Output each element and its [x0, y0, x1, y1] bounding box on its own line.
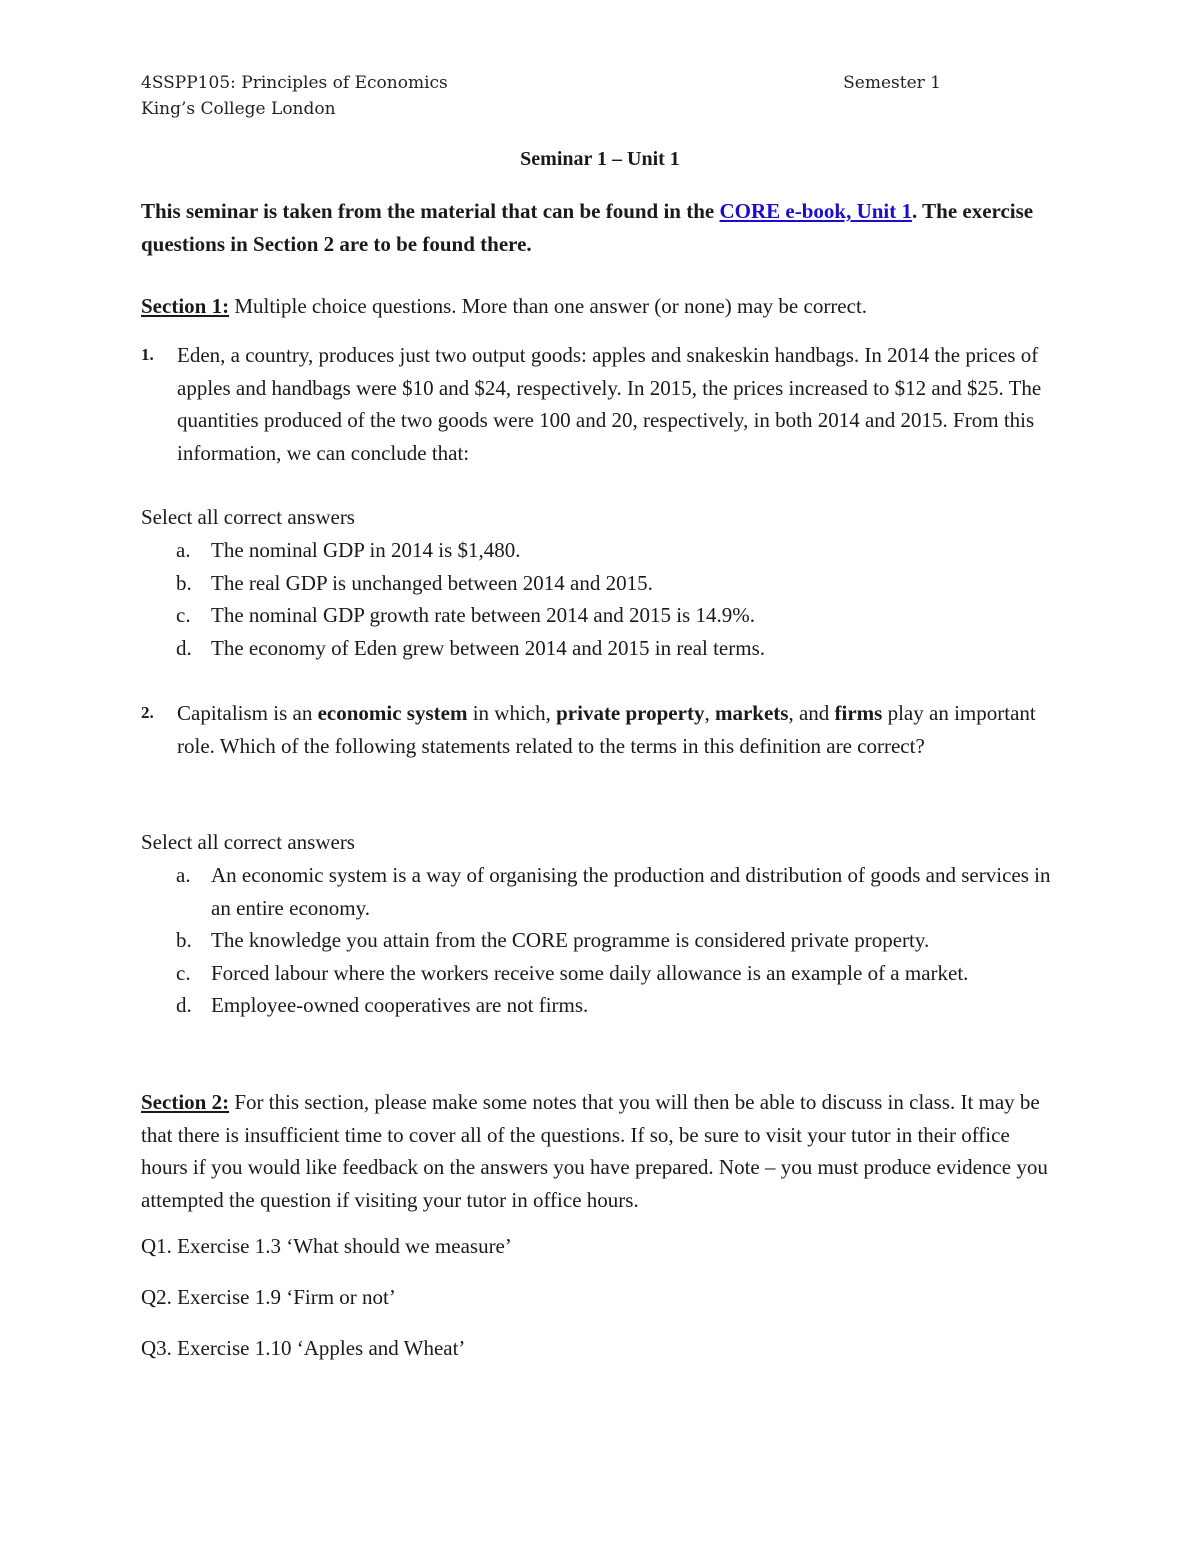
option-letter: d.: [176, 993, 192, 1017]
text-part: Capitalism is an: [177, 701, 318, 725]
answer-option: [176, 989, 1066, 1022]
section2-text: For this section, please make some notes that you will then be able to discuss in class. It may be that there is insufficient time to cover all of the questions. If so, be sure to visit your tutor in their office hours if you would like feedback on the answers you have prepared. Note – you must produce evidence you attempted the question if visiting your tutor in office hours.: [141, 1090, 1048, 1212]
course-code: 4SSPP105: Principles of Economics: [141, 73, 448, 93]
option-letter: c.: [176, 603, 191, 627]
select-instruction: Select all correct answers: [141, 830, 355, 854]
answer-option: [176, 859, 1066, 924]
section2-paragraph: [141, 1086, 1061, 1216]
intro-text-before: This seminar is taken from the material that can be found in the: [141, 199, 720, 223]
term-economic-system: economic system: [317, 701, 468, 725]
exercise-question: Q1. Exercise 1.3 ‘What should we measure’: [141, 1234, 512, 1258]
answer-option: [176, 924, 1066, 957]
option-letter: d.: [176, 635, 192, 660]
option-text: The knowledge you attain from the CORE programme is considered private property.: [211, 928, 930, 952]
page-header: [141, 70, 941, 122]
exercise-question: Q2. Exercise 1.9 ‘Firm or not’: [141, 1285, 396, 1309]
page-title: Seminar 1 – Unit 1: [520, 148, 680, 170]
term-firms: firms: [834, 701, 883, 725]
section1-text: Multiple choice questions. More than one answer (or none) may be correct.: [229, 294, 868, 318]
option-letter: a.: [176, 863, 191, 887]
select-instruction: Select all correct answers: [141, 505, 355, 529]
question-2: [141, 697, 1066, 762]
intro-paragraph: [141, 195, 1061, 260]
text-part: in which,: [467, 701, 557, 725]
semester-label: Semester 1: [843, 73, 941, 93]
option-letter: a.: [176, 538, 191, 562]
answer-option: [176, 567, 1066, 600]
section1-label: Section 1:: [141, 294, 230, 318]
section1-heading: [141, 290, 1061, 323]
option-text: The nominal GDP growth rate between 2014 and 2015 is 14.9%.: [211, 603, 755, 627]
question-number: 1.: [141, 345, 154, 364]
core-ebook-link[interactable]: CORE e-book, Unit 1: [719, 199, 913, 223]
answer-option: [176, 632, 1066, 665]
option-text: The real GDP is unchanged between 2014 and 2015.: [211, 570, 653, 595]
answer-options-q1: [176, 534, 1066, 664]
answer-options-q2: [176, 859, 1066, 1022]
option-text: Employee-owned cooperatives are not firms.: [211, 993, 589, 1017]
option-text: Forced labour where the workers receive some daily allowance is an example of a market.: [211, 960, 969, 985]
answer-option: [176, 534, 1066, 567]
question-1: [141, 339, 1066, 469]
term-private-property: private property: [556, 701, 705, 725]
option-text: An economic system is a way of organising the production and distribution of goods and services in an entire economy.: [211, 863, 1051, 920]
text-part: play an important role. Which of the following statements related to the terms in this definition are correct?: [177, 701, 1036, 758]
intro-text-after: . The exercise questions in Section 2 are to be found there.: [141, 199, 1034, 256]
exercise-question: Q3. Exercise 1.10 ‘Apples and Wheat’: [141, 1336, 466, 1360]
section2-label: Section 2:: [141, 1090, 230, 1114]
option-letter: b.: [176, 928, 192, 952]
question-text: [177, 697, 1066, 762]
answer-option: [176, 957, 1066, 990]
option-letter: c.: [176, 960, 191, 985]
option-text: The nominal GDP in 2014 is $1,480.: [211, 538, 521, 562]
answer-option: [176, 599, 1066, 632]
option-text: The economy of Eden grew between 2014 and 2015 in real terms.: [211, 635, 765, 660]
question-number: 2.: [141, 703, 154, 722]
text-part: , and: [788, 701, 835, 725]
institution-name: King’s College London: [141, 99, 336, 119]
question-text: Eden, a country, produces just two output goods: apples and snakeskin handbags. In 2014 the prices of apples and handbags were $10 and $24, respectively. In 2015, the prices increased to $12 and $25. The quantities produced of the two goods were 100 and 20, respectively, in both 2014 and 2015. From this information, we can conclude that:: [177, 343, 1042, 465]
term-markets: markets: [714, 701, 789, 725]
option-letter: b.: [176, 570, 192, 595]
text-part: ,: [704, 701, 715, 725]
